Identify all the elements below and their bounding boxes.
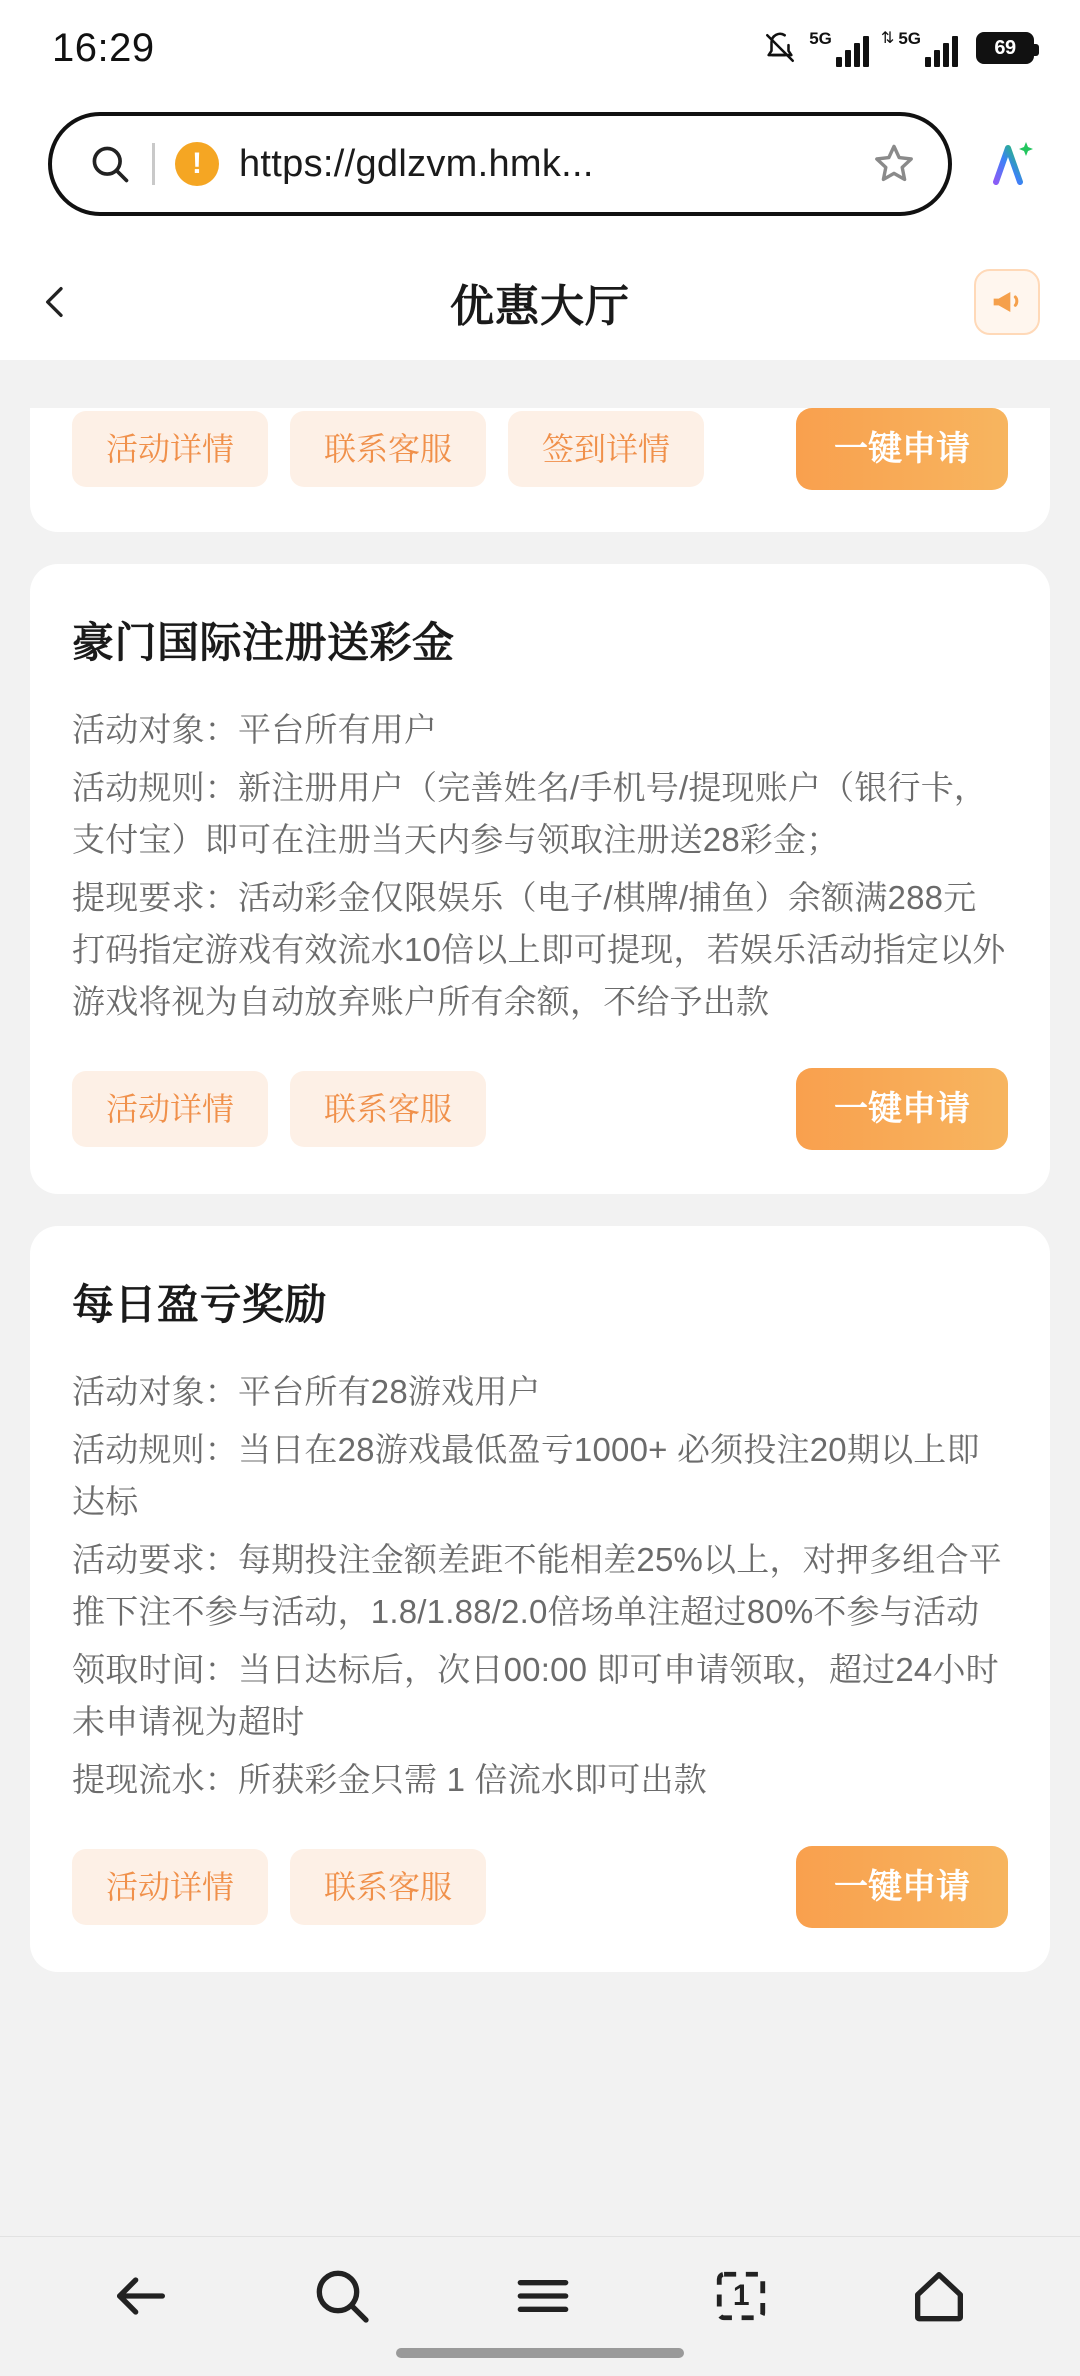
home-icon[interactable]: [907, 2264, 971, 2328]
promo-paragraph: 提现流水：所获彩金只需 1 倍流水即可出款: [72, 1761, 707, 1798]
contact-support-button[interactable]: 联系客服: [290, 411, 486, 487]
megaphone-glyph: [987, 282, 1027, 322]
ai-assistant-icon[interactable]: [976, 132, 1040, 196]
promo-paragraph: 活动要求：每期投注金额差距不能相差25%以上，对押多组合平推下注不参与活动，1.8/1.88/2.0倍场单注超过80%不参与活动: [72, 1541, 1002, 1630]
page-title: 优惠大厅: [450, 282, 630, 331]
promo-body: [72, 704, 1008, 1028]
promo-card-actions: [72, 1846, 1008, 1928]
search-icon[interactable]: [88, 142, 132, 186]
activity-detail-button[interactable]: 活动详情: [72, 1849, 268, 1925]
data-transfer-icon: ⇅: [880, 29, 895, 47]
battery-level: 69: [994, 36, 1016, 59]
promo-paragraph: 提现要求：活动彩金仅限娱乐（电子/棋牌/捕鱼）余额满288元打码指定游戏有效流水10倍以上即可提现，若娱乐活动指定以外游戏将视为自动放弃账户所有余额，不给予出款: [72, 879, 1006, 1020]
activity-detail-button[interactable]: 活动详情: [72, 1071, 268, 1147]
promo-paragraph: 活动规则：当日在28游戏最低盈亏1000+ 必须投注20期以上即达标: [72, 1431, 980, 1520]
status-time: 16:29: [52, 25, 155, 70]
browser-toolbar: [0, 96, 1080, 244]
tab-switcher-icon[interactable]: [712, 2267, 770, 2325]
promo-card-actions: [72, 408, 1008, 490]
tab-count-label: 1: [732, 2278, 750, 2312]
one-click-apply-button[interactable]: 一键申请: [796, 408, 1008, 490]
checkin-detail-button[interactable]: 签到详情: [508, 411, 704, 487]
promo-card-partial: [30, 408, 1050, 532]
search-icon[interactable]: [310, 2264, 374, 2328]
url-text[interactable]: https://gdlzvm.hmk...: [239, 142, 594, 185]
promo-title: 豪门国际注册送彩金: [72, 619, 455, 666]
megaphone-icon[interactable]: [974, 269, 1040, 335]
one-click-apply-button[interactable]: 一键申请: [796, 1068, 1008, 1150]
sim1-network-label: 5G: [809, 28, 832, 48]
sim2-signal: [881, 30, 958, 67]
promo-title: 每日盈亏奖励: [72, 1281, 328, 1328]
star-icon[interactable]: [870, 140, 918, 188]
tab-switcher-frame: [712, 2267, 770, 2325]
promotions-list[interactable]: [0, 400, 1080, 2236]
bell-muted-icon: [763, 31, 797, 65]
sim2-bars: [925, 35, 958, 67]
contact-support-button[interactable]: 联系客服: [290, 1071, 486, 1147]
promo-paragraph: 活动对象：平台所有28游戏用户: [72, 1373, 541, 1410]
toolbar-divider: [152, 143, 155, 185]
sim1-signal: [809, 30, 869, 67]
battery-icon: [976, 32, 1034, 64]
promo-paragraph: 活动对象：平台所有用户: [72, 711, 438, 748]
home-indicator: [396, 2348, 684, 2358]
promo-paragraph: 活动规则：新注册用户（完善姓名/手机号/提现账户（银行卡，支付宝）即可在注册当天内参与领取注册送28彩金；: [72, 769, 988, 858]
promo-card: [30, 564, 1050, 1194]
contact-support-button[interactable]: 联系客服: [290, 1849, 486, 1925]
sim1-bars: [836, 35, 869, 67]
address-bar[interactable]: [48, 112, 952, 216]
warning-shield-icon[interactable]: !: [175, 142, 219, 186]
status-bar: [0, 0, 1080, 96]
sim2-network-label: 5G: [898, 28, 921, 48]
promo-paragraph: 领取时间：当日达标后，次日00:00 即可申请领取，超过24小时未申请视为超时: [72, 1651, 999, 1740]
promo-card: [30, 1226, 1050, 1972]
hamburger-menu-icon[interactable]: [511, 2264, 575, 2328]
promo-body: [72, 1366, 1008, 1806]
arrow-left-icon[interactable]: [109, 2264, 173, 2328]
promo-card-actions: [72, 1068, 1008, 1150]
page-header: [0, 244, 1080, 360]
activity-detail-button[interactable]: 活动详情: [72, 411, 268, 487]
status-icons: [763, 30, 1034, 67]
one-click-apply-button[interactable]: 一键申请: [796, 1846, 1008, 1928]
